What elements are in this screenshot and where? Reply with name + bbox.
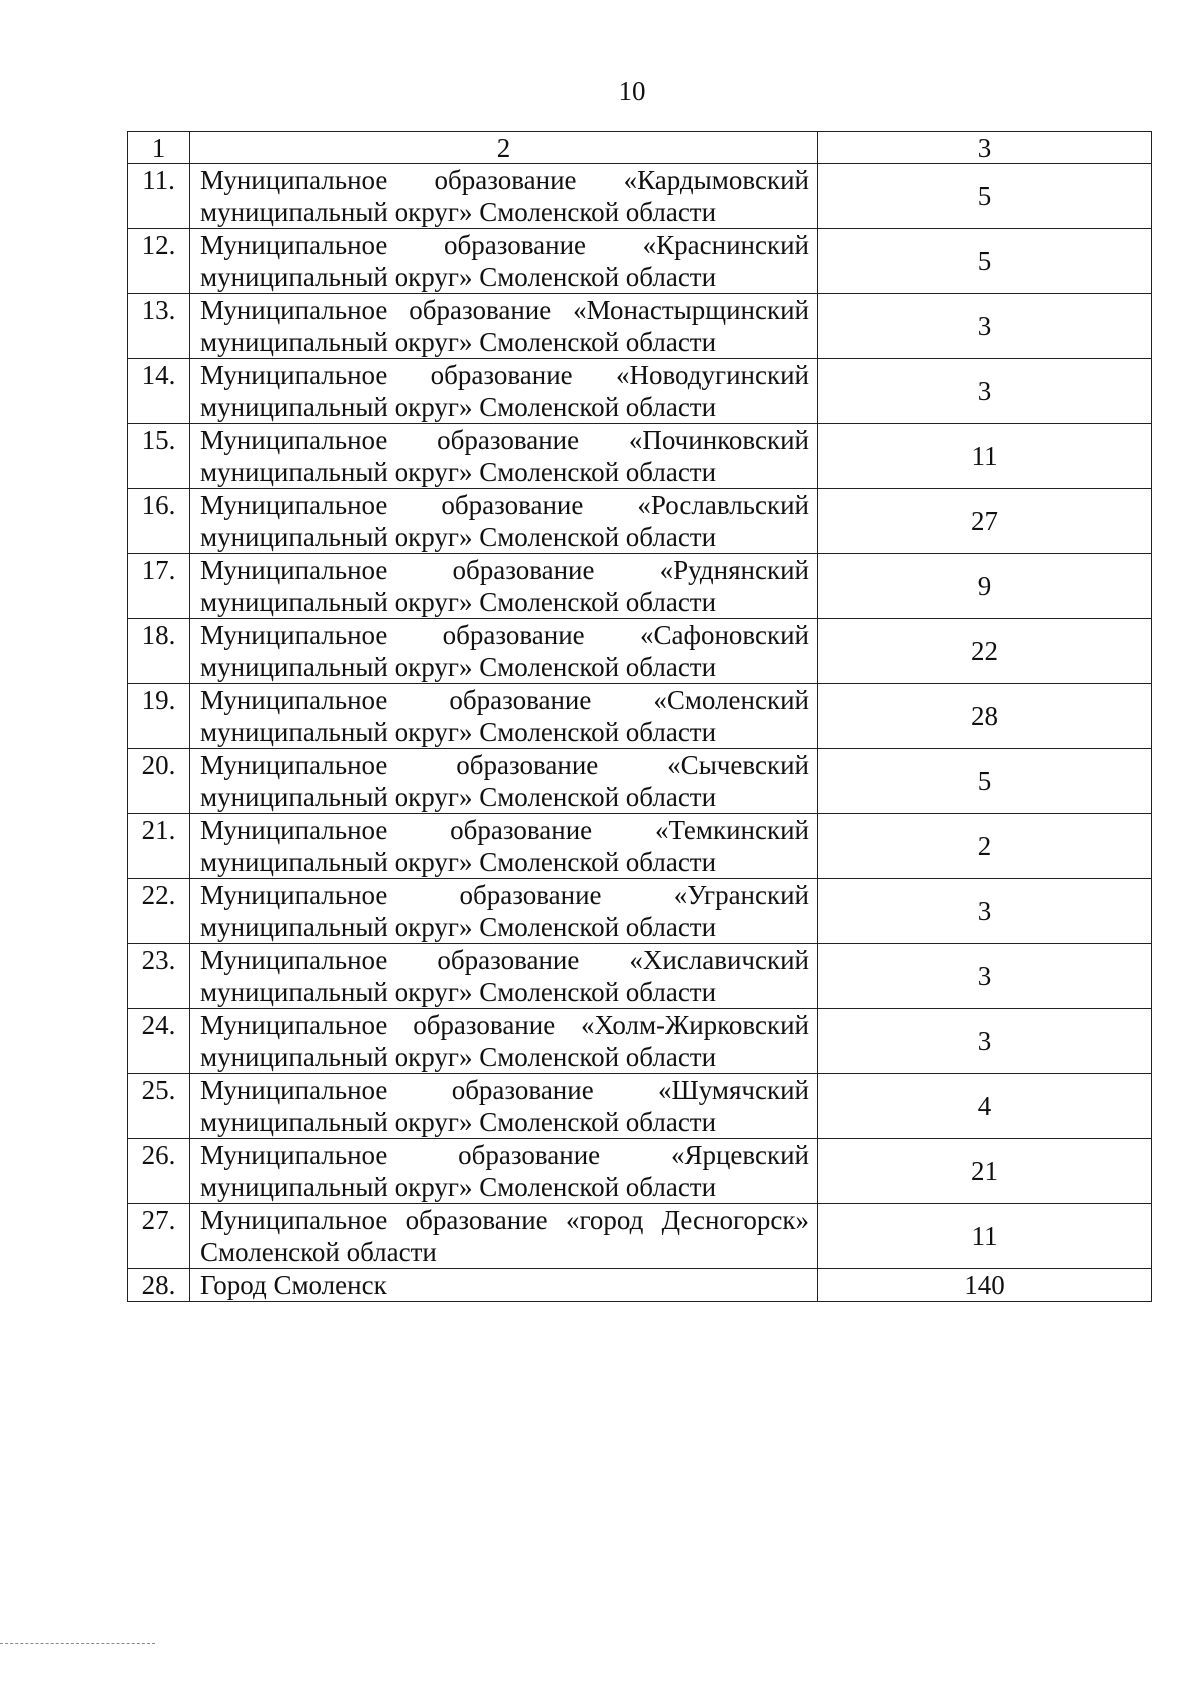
- table-header-row: [128, 132, 1152, 164]
- municipality-name: [190, 1139, 818, 1204]
- table-row: [128, 749, 1152, 814]
- municipality-name: [190, 229, 818, 294]
- row-number: 13.: [128, 294, 190, 359]
- table-row: [128, 1009, 1152, 1074]
- municipality-name-line1: Муниципальное образование «Хиславичский: [200, 945, 809, 975]
- municipality-name: [190, 294, 818, 359]
- row-count: 140: [818, 1269, 1152, 1302]
- row-count: 9: [818, 554, 1152, 619]
- table-row: [128, 1204, 1152, 1269]
- municipality-name: [190, 814, 818, 879]
- municipality-name-line2: Смоленской области: [200, 1237, 437, 1267]
- row-count: 4: [818, 1074, 1152, 1139]
- municipality-name: [190, 684, 818, 749]
- table-row: [128, 1269, 1152, 1302]
- header-col-2: 2: [190, 132, 818, 164]
- municipality-name-line2: муниципальный округ» Смоленской области: [200, 327, 717, 357]
- table-row: [128, 684, 1152, 749]
- municipality-name-line1: Муниципальное образование «Рославльский: [200, 490, 809, 520]
- row-number: 21.: [128, 814, 190, 879]
- row-number: 18.: [128, 619, 190, 684]
- row-count: 5: [818, 229, 1152, 294]
- municipality-name-line1: Муниципальное образование «Холм-Жирковский: [200, 1010, 809, 1040]
- municipality-name: [190, 164, 818, 229]
- municipality-name-line2: муниципальный округ» Смоленской области: [200, 197, 717, 227]
- municipality-name: [190, 619, 818, 684]
- row-count: 22: [818, 619, 1152, 684]
- row-count: 3: [818, 294, 1152, 359]
- row-count: 21: [818, 1139, 1152, 1204]
- municipality-name-line2: муниципальный округ» Смоленской области: [200, 717, 717, 747]
- municipality-name-line2: муниципальный округ» Смоленской области: [200, 587, 717, 617]
- municipality-name-line2: муниципальный округ» Смоленской области: [200, 392, 717, 422]
- table-row: [128, 1074, 1152, 1139]
- row-count: 28: [818, 684, 1152, 749]
- row-number: 15.: [128, 424, 190, 489]
- municipality-name-line2: муниципальный округ» Смоленской области: [200, 1042, 717, 1072]
- municipality-name-line2: муниципальный округ» Смоленской области: [200, 652, 717, 682]
- header-col-1: 1: [128, 132, 190, 164]
- row-number: 27.: [128, 1204, 190, 1269]
- row-count: 27: [818, 489, 1152, 554]
- row-number: 17.: [128, 554, 190, 619]
- municipality-name-line1: Муниципальное образование «Руднянский: [200, 555, 809, 585]
- municipality-name: [190, 1074, 818, 1139]
- municipality-name-line2: муниципальный округ» Смоленской области: [200, 912, 717, 942]
- row-count: 3: [818, 944, 1152, 1009]
- municipality-name: [190, 1009, 818, 1074]
- municipality-name-line2: муниципальный округ» Смоленской области: [200, 782, 717, 812]
- table-row: [128, 489, 1152, 554]
- municipality-name-line1: Муниципальное образование «Сычевский: [200, 750, 809, 780]
- row-count: 11: [818, 424, 1152, 489]
- municipality-name: [190, 1204, 818, 1269]
- municipality-name-line1: Муниципальное образование «Кардымовский: [200, 165, 809, 195]
- row-number: 19.: [128, 684, 190, 749]
- row-number: 22.: [128, 879, 190, 944]
- municipality-name-line1: Муниципальное образование «Монастырщинский: [200, 295, 809, 325]
- municipality-name: [190, 749, 818, 814]
- table-row: [128, 1139, 1152, 1204]
- municipality-name: [190, 944, 818, 1009]
- row-number: 12.: [128, 229, 190, 294]
- row-number: 20.: [128, 749, 190, 814]
- table-row: [128, 879, 1152, 944]
- municipality-name-line1: Муниципальное образование «Угранский: [200, 880, 809, 910]
- municipality-name-line1: Муниципальное образование «город Десногорск»: [200, 1205, 809, 1235]
- row-count: 11: [818, 1204, 1152, 1269]
- municipality-name: [190, 1269, 818, 1302]
- municipality-name-line1: Муниципальное образование «Ярцевский: [200, 1140, 809, 1170]
- row-count: 3: [818, 879, 1152, 944]
- row-count: 2: [818, 814, 1152, 879]
- municipality-name-line2: муниципальный округ» Смоленской области: [200, 457, 717, 487]
- row-number: 26.: [128, 1139, 190, 1204]
- table-row: [128, 619, 1152, 684]
- municipality-name-line1: Муниципальное образование «Починковский: [200, 425, 809, 455]
- table-row: [128, 164, 1152, 229]
- row-count: 5: [818, 749, 1152, 814]
- municipality-name-line1: Муниципальное образование «Новодугинский: [200, 360, 809, 390]
- municipalities-table: [127, 131, 1152, 1302]
- header-col-3: 3: [818, 132, 1152, 164]
- row-count: 5: [818, 164, 1152, 229]
- municipality-name-line1: Муниципальное образование «Сафоновский: [200, 620, 809, 650]
- municipality-name-line2: муниципальный округ» Смоленской области: [200, 847, 717, 877]
- municipality-name-line2: муниципальный округ» Смоленской области: [200, 522, 717, 552]
- table-row: [128, 554, 1152, 619]
- row-number: 25.: [128, 1074, 190, 1139]
- table-row: [128, 359, 1152, 424]
- row-count: 3: [818, 1009, 1152, 1074]
- row-number: 14.: [128, 359, 190, 424]
- municipality-name: [190, 424, 818, 489]
- footer-rule: [0, 1643, 155, 1644]
- municipality-name: [190, 489, 818, 554]
- municipality-name-line2: муниципальный округ» Смоленской области: [200, 1172, 717, 1202]
- row-number: 16.: [128, 489, 190, 554]
- municipality-name: [190, 554, 818, 619]
- table-row: [128, 229, 1152, 294]
- municipality-name-line2: муниципальный округ» Смоленской области: [200, 1107, 717, 1137]
- municipality-name-line1: Муниципальное образование «Шумячский: [200, 1075, 809, 1105]
- table-row: [128, 814, 1152, 879]
- municipality-name-line2: муниципальный округ» Смоленской области: [200, 977, 717, 1007]
- row-count: 3: [818, 359, 1152, 424]
- municipality-name-line1: Муниципальное образование «Смоленский: [200, 685, 809, 715]
- row-number: 23.: [128, 944, 190, 1009]
- row-number: 24.: [128, 1009, 190, 1074]
- municipality-name: [190, 359, 818, 424]
- table-row: [128, 294, 1152, 359]
- municipality-name-line2: муниципальный округ» Смоленской области: [200, 262, 717, 292]
- page-number: 10: [618, 76, 646, 106]
- municipality-name: [190, 879, 818, 944]
- row-number: 28.: [128, 1269, 190, 1302]
- row-number: 11.: [128, 164, 190, 229]
- table-row: [128, 424, 1152, 489]
- municipality-name-line1: Муниципальное образование «Темкинский: [200, 815, 809, 845]
- table-row: [128, 944, 1152, 1009]
- municipality-name-line1: Город Смоленск: [200, 1270, 387, 1300]
- municipality-name-line1: Муниципальное образование «Краснинский: [200, 230, 809, 260]
